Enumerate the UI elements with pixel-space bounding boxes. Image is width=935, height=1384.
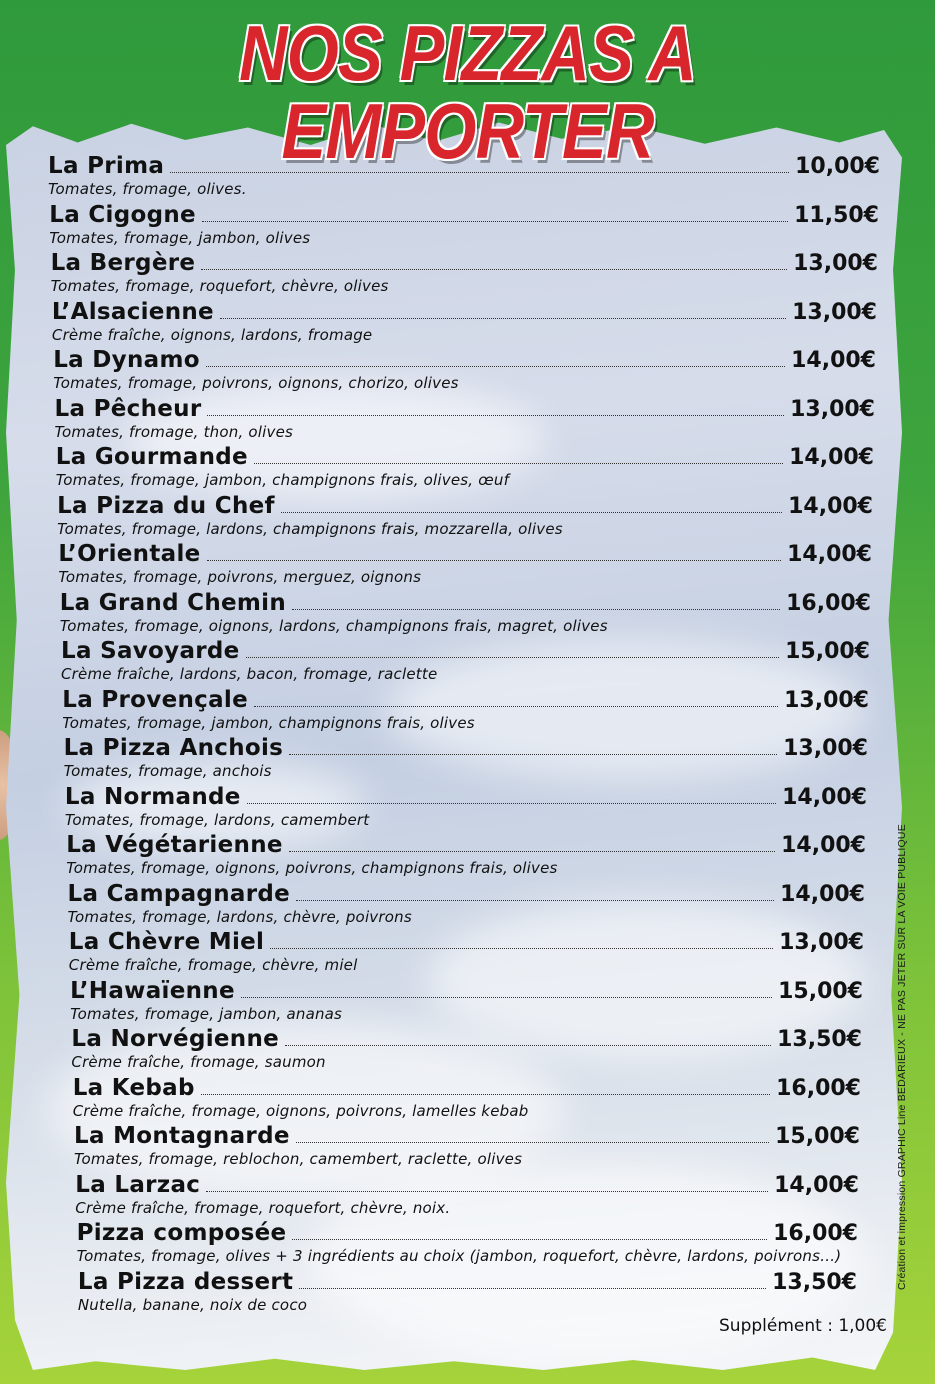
menu-item — [66, 831, 866, 880]
printer-side-note: Création et impression GRAPHIC Line BEDARIEUX - NE PAS JETER SUR LA VOIE PUBLIQUE — [896, 824, 908, 1290]
pizza-price: 13,00€ — [784, 687, 869, 713]
pizza-name: La Pizza du Chef — [57, 492, 275, 519]
menu-item-row — [57, 492, 873, 519]
pizza-ingredients: Tomates, fromage, poivrons, oignons, chorizo, olives — [53, 374, 459, 392]
pizza-name: La Dynamo — [53, 347, 200, 373]
pizza-ingredients: Crème fraîche, fromage, oignons, poivrons, lamelles kebab — [72, 1101, 529, 1120]
pizza-ingredients: Tomates, fromage, lardons, champignons frais, mozzarella, olives — [57, 519, 563, 538]
page-title: NOS PIZZAS A EMPORTER — [239, 9, 696, 175]
pizza-price: 13,00€ — [783, 736, 868, 761]
menu-item — [55, 395, 876, 444]
pizza-ingredients: Tomates, fromage, oignons, lardons, champignons frais, magret, olives — [59, 616, 608, 635]
menu-item — [56, 443, 874, 492]
dot-leader — [201, 268, 787, 270]
pizza-price: 14,00€ — [787, 542, 872, 567]
pizza-ingredients: Tomates, fromage, anchois — [63, 762, 272, 780]
pizza-price: 15,00€ — [778, 978, 863, 1004]
menu-item — [78, 1268, 857, 1317]
pizza-name: La Végétarienne — [66, 832, 283, 858]
pizza-price: 14,00€ — [789, 445, 874, 470]
dot-leader — [281, 511, 782, 513]
menu-item-row — [55, 395, 876, 422]
menu-item-row — [52, 298, 877, 325]
menu-item-row — [69, 928, 864, 955]
menu-item — [65, 783, 867, 832]
pizza-ingredients: Nutella, banane, noix de coco — [77, 1295, 308, 1314]
pizza-name: La Pêcheur — [54, 395, 202, 422]
pizza-price: 13,50€ — [777, 1027, 862, 1052]
dot-leader — [206, 365, 785, 367]
pizza-ingredients: Tomates, fromage, olives. — [48, 180, 247, 198]
menu-item-row — [48, 152, 880, 179]
pizza-price: 16,00€ — [773, 1221, 858, 1246]
menu-item-row — [61, 637, 870, 664]
supplement-note: Supplément : 1,00€ — [719, 1316, 887, 1336]
pizza-price: 10,00€ — [795, 154, 880, 179]
menu-item — [75, 1171, 859, 1220]
pizza-ingredients: Tomates, fromage, lardons, camembert — [64, 810, 370, 829]
menu-item-row — [70, 977, 863, 1004]
dot-leader — [207, 414, 784, 416]
pizza-name: La Bergère — [50, 250, 196, 276]
menu-item — [69, 928, 864, 977]
dot-leader — [299, 1287, 766, 1289]
pizza-price: 11,50€ — [794, 202, 879, 228]
pizza-price: 14,00€ — [788, 493, 873, 519]
menu-item — [61, 637, 870, 686]
dot-leader — [220, 317, 786, 319]
pizza-name: L’Alsacienne — [51, 298, 214, 325]
pizza-name: La Montagnarde — [74, 1123, 290, 1149]
dot-leader — [296, 899, 774, 901]
dot-leader — [270, 947, 773, 949]
menu-item-row — [75, 1171, 859, 1198]
pizza-price: 13,00€ — [790, 396, 875, 422]
pizza-ingredients: Tomates, fromage, jambon, olives — [49, 228, 311, 247]
pizza-ingredients: Crème fraîche, fromage, chèvre, miel — [68, 956, 358, 974]
menu-item — [64, 734, 868, 783]
dot-leader — [254, 462, 783, 464]
pizza-ingredients: Crème fraîche, fromage, roquefort, chèvre, noix. — [75, 1198, 451, 1217]
pizza-menu-list — [48, 152, 880, 1316]
pizza-price: 13,00€ — [793, 251, 878, 276]
pizza-name: La Larzac — [75, 1171, 201, 1198]
menu-item — [58, 540, 872, 589]
dot-leader — [292, 608, 780, 610]
pizza-name: La Gourmande — [55, 444, 248, 470]
pizza-name: L’Hawaïenne — [70, 977, 235, 1004]
dot-leader — [254, 705, 778, 707]
pizza-price: 14,00€ — [782, 784, 867, 810]
pizza-price: 16,00€ — [786, 590, 871, 616]
dot-leader — [206, 1190, 768, 1192]
pizza-name: L’Orientale — [58, 541, 201, 567]
pizza-price: 13,00€ — [792, 299, 877, 325]
pizza-name: La Pizza Anchois — [63, 735, 284, 761]
menu-item — [62, 686, 869, 735]
pizza-ingredients: Tomates, fromage, thon, olives — [54, 422, 294, 441]
pizza-ingredients: Tomates, fromage, jambon, ananas — [70, 1004, 343, 1023]
menu-item-row — [74, 1122, 860, 1149]
pizza-price: 14,00€ — [791, 348, 876, 373]
menu-item — [49, 201, 879, 250]
menu-item-row — [58, 540, 872, 567]
dot-leader — [201, 1093, 770, 1095]
pizza-ingredients: Crème fraîche, lardons, bacon, fromage, raclette — [61, 665, 438, 683]
pizza-price: 16,00€ — [776, 1075, 861, 1101]
pizza-name: La Chèvre Miel — [68, 929, 265, 955]
pizza-ingredients: Crème fraîche, oignons, lardons, fromage — [51, 325, 373, 344]
menu-item — [77, 1219, 858, 1268]
pizza-price: 15,00€ — [785, 639, 870, 664]
menu-item-row — [53, 346, 876, 373]
dot-leader — [246, 656, 780, 658]
pizza-ingredients: Tomates, fromage, olives + 3 ingrédients au choix (jambon, roquefort, chèvre, lardons, poivrons…) — [76, 1247, 842, 1265]
dot-leader — [170, 171, 789, 173]
pizza-price: 13,00€ — [779, 930, 864, 955]
dot-leader — [207, 559, 782, 561]
pizza-ingredients: Tomates, fromage, oignons, poivrons, champignons frais, olives — [66, 859, 558, 877]
pizza-price: 15,00€ — [775, 1124, 860, 1149]
pizza-name: Pizza composée — [76, 1220, 287, 1246]
pizza-name: La Prima — [48, 153, 165, 179]
pizza-name: La Grand Chemin — [59, 589, 287, 616]
pizza-ingredients: Tomates, fromage, jambon, champignons frais, olives — [62, 713, 475, 732]
pizza-ingredients: Tomates, fromage, reblochon, camembert, raclette, olives — [74, 1150, 523, 1168]
pizza-ingredients: Tomates, fromage, poivrons, merguez, oignons — [58, 568, 422, 586]
menu-item — [48, 152, 880, 201]
menu-item — [52, 298, 877, 347]
pizza-name: La Normande — [64, 783, 241, 810]
pizza-price: 13,50€ — [772, 1269, 857, 1295]
dot-leader — [289, 753, 777, 755]
menu-item-row — [71, 1025, 862, 1052]
menu-item-row — [68, 880, 866, 907]
menu-item — [71, 1025, 862, 1074]
pizza-name: La Kebab — [72, 1074, 195, 1101]
dot-leader — [296, 1141, 769, 1143]
dot-leader — [285, 1044, 771, 1046]
menu-item-row — [60, 589, 871, 616]
pizza-price: 14,00€ — [780, 881, 865, 907]
menu-item-row — [56, 443, 874, 470]
dot-leader — [202, 220, 788, 222]
pizza-name: La Campagnarde — [67, 880, 290, 907]
pizza-name: La Cigogne — [49, 201, 196, 228]
menu-item — [57, 492, 873, 541]
menu-item-row — [49, 201, 879, 228]
dot-leader — [241, 996, 772, 998]
dot-leader — [292, 1238, 767, 1240]
pizza-price: 14,00€ — [774, 1172, 859, 1198]
pizza-name: La Norvégienne — [71, 1026, 280, 1052]
menu-item-row — [64, 734, 868, 761]
dot-leader — [289, 850, 775, 852]
pizza-ingredients: Tomates, fromage, jambon, champignons frais, olives, œuf — [55, 471, 510, 489]
pizza-ingredients: Tomates, fromage, lardons, chèvre, poivrons — [67, 907, 412, 926]
menu-item-row — [65, 783, 867, 810]
menu-item — [68, 880, 866, 929]
menu-item — [73, 1074, 861, 1123]
menu-item-row — [62, 686, 869, 713]
pizza-price: 14,00€ — [781, 833, 866, 858]
pizza-ingredients: Crème fraîche, fromage, saumon — [71, 1053, 326, 1071]
menu-item — [51, 249, 878, 298]
menu-item — [70, 977, 863, 1026]
menu-item-row — [78, 1268, 857, 1295]
menu-item-row — [77, 1219, 858, 1246]
menu-item — [53, 346, 876, 395]
pizza-name: La Pizza dessert — [77, 1268, 294, 1295]
dot-leader — [247, 802, 776, 804]
pizza-name: La Savoyarde — [61, 638, 240, 664]
menu-item — [60, 589, 871, 638]
pizza-name: La Provençale — [62, 686, 248, 713]
menu-item — [74, 1122, 860, 1171]
menu-item-row — [73, 1074, 861, 1101]
menu-item-row — [51, 249, 878, 276]
pizza-ingredients: Tomates, fromage, roquefort, chèvre, olives — [50, 277, 389, 295]
menu-item-row — [66, 831, 866, 858]
